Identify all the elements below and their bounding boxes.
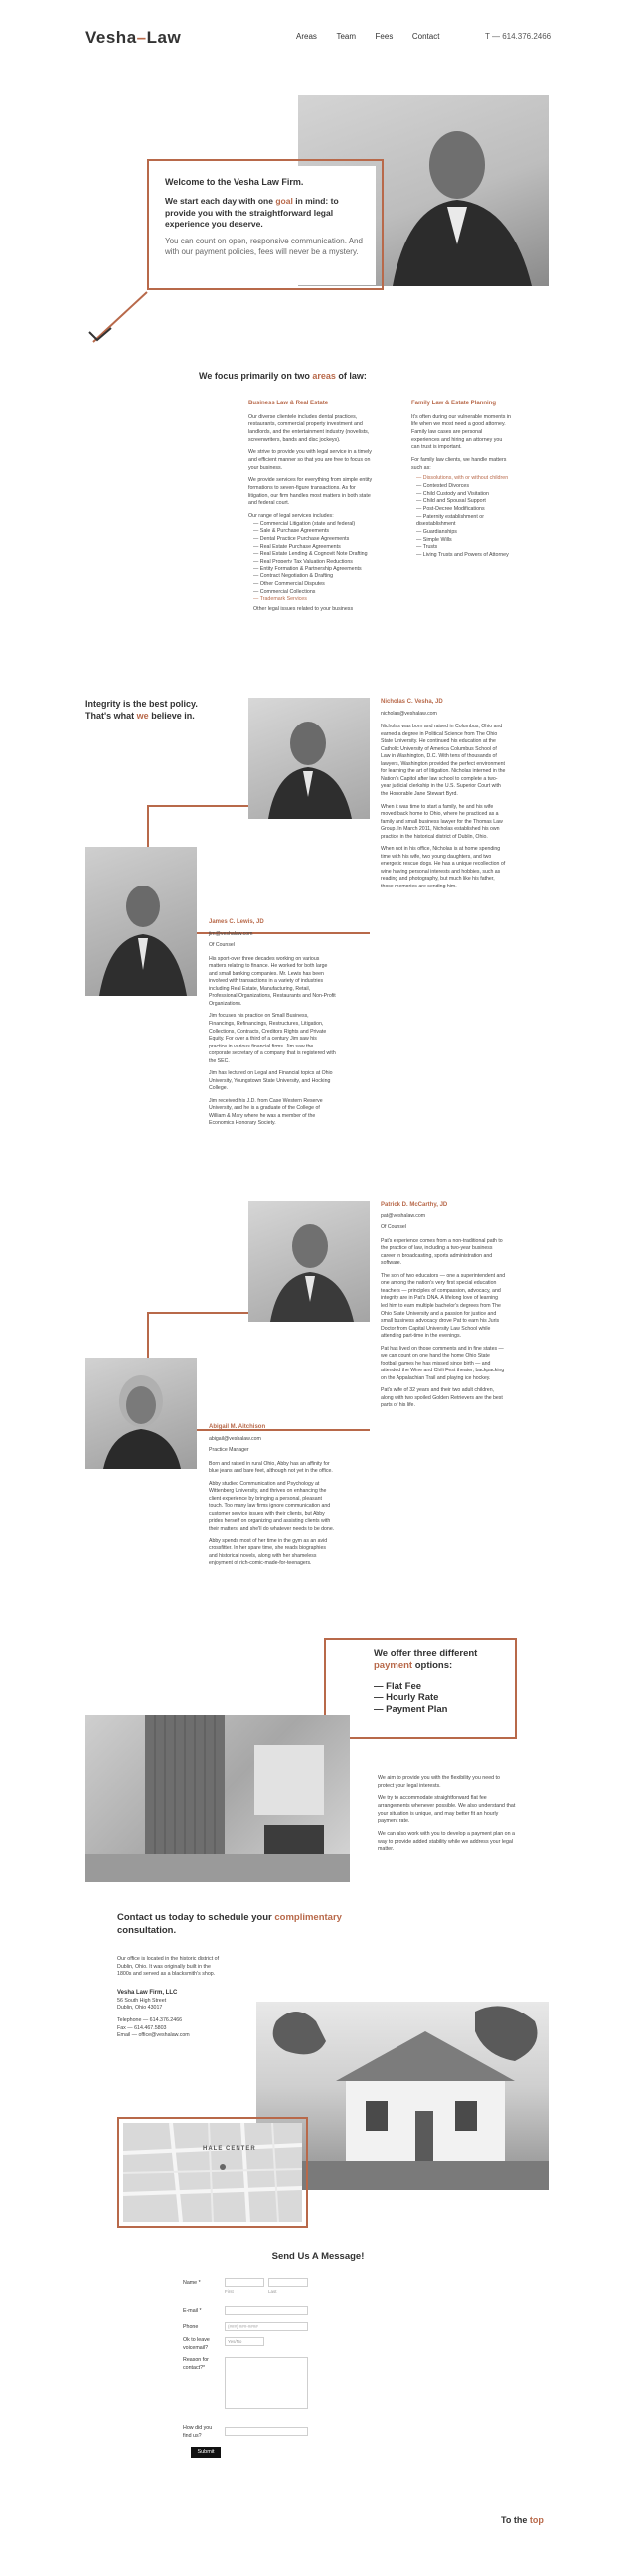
business-list-intro: Our range of legal services includes: <box>248 513 334 520</box>
portrait-icon <box>248 1201 370 1322</box>
member-role: Of Counsel <box>209 942 235 949</box>
hero-title: Welcome to the Vesha Law Firm. <box>165 177 304 187</box>
hero-mission-before: We start each day with one <box>165 196 273 207</box>
member-name: James C. Lewis, JD <box>209 919 264 925</box>
map-label: HALE CENTER <box>203 2146 256 2152</box>
list-item: — Real Estate Purchase Agreements <box>253 544 376 552</box>
list-item: — Guardianships <box>416 529 511 537</box>
member-bio-paragraph: When not in his office, Nicholas is at home spending time with his wife, two young daughters, and two energetic rescue dogs. He has a unique recollection of wine having personal interests and hobbies, such as reading and photography, but much like his father, those memories are sending him. <box>381 846 506 889</box>
fees-card <box>374 1648 509 1717</box>
list-item: — Living Trusts and Powers of Attorney <box>416 552 511 560</box>
name-label: Name * <box>183 2280 201 2286</box>
list-item: — Dental Practice Purchase Agreements <box>253 536 376 544</box>
photo-nicholas <box>248 698 370 819</box>
address-line-2: Dublin, Ohio 43017 <box>117 2005 163 2012</box>
back-to-top-link[interactable] <box>501 2514 544 2527</box>
list-item: — Simple Wills <box>416 537 511 545</box>
family-list-intro: For family law clients, we handle matters such as: <box>411 457 507 471</box>
team-heading-after: believe in. <box>151 711 195 722</box>
list-item: — Commercial Collections <box>253 589 376 597</box>
list-item: — Sale & Purchase Agreements <box>253 528 376 536</box>
bio-james <box>209 918 336 1133</box>
fees-p1: We aim to provide you with the flexibility you need to protect your legal interests. <box>378 1775 500 1789</box>
list-item: — Child Custody and Visitation <box>416 491 511 499</box>
areas-heading <box>199 370 367 383</box>
nav-team[interactable]: Team <box>336 32 356 41</box>
header-phone[interactable]: T — 614.376.2466 <box>485 32 552 41</box>
fees-text <box>378 1775 517 1858</box>
member-bio-paragraph: Nicholas was born and raised in Columbus, Ohio and earned a degree in Political Science from The Ohio State University. He continued his education at the Catholic University of America Columbus School of Law in Washington, D.C. With tens of thousands of lawyers, Washington provided the perfect environment for learning the art of litigation. Nicholas interned in the Nation's Capitol after law school to complete a two-year judicial clerkship in the U.S. Superior Court with the Honorable Jane Stewart Byrd. <box>381 724 506 797</box>
family-p1: It's often during our vulnerable moments in life when we most need a good attorney. Family law cases are personal experiences and hiring an attorney you can trust is important. <box>411 413 511 451</box>
business-p1: Our diverse clientele includes dental practices, restaurants, commercial property investment and landlords, and the entertainment industry (novelists, screenwriters, bands and disc jockeys). <box>248 413 370 443</box>
member-bio-paragraph: Pat's experience comes from a non-traditional path to the practice of law, including a two-year business career in broadcasting, sports administration and software. <box>381 1237 503 1267</box>
hero-mission-accent: goal <box>275 196 293 207</box>
list-item: — Contested Divorces <box>416 483 511 491</box>
list-item: — Contract Negotiation & Drafting <box>253 573 376 581</box>
business-p3: We provide services for everything from simple entity formations to seven-figure transactions. As for litigation, our firm handles most matters in both state and federal court. <box>248 477 373 507</box>
first-hint: First <box>225 2289 234 2294</box>
email-input[interactable] <box>225 2306 308 2315</box>
telephone[interactable]: Telephone — 614.376.2466 <box>117 2017 183 2024</box>
bio-patrick <box>381 1201 506 1415</box>
portrait-icon <box>248 698 370 819</box>
member-name: Abigail M. Aitchison <box>209 1424 266 1430</box>
hero-body: You can count on open, responsive communication. And with our payment policies, fees will never be a mystery. <box>165 237 363 257</box>
dissolutions-link[interactable]: — Dissolutions, with or without children <box>416 475 511 483</box>
family-services-list <box>416 475 511 559</box>
payment-option: — Payment Plan <box>374 1704 509 1716</box>
team-heading-line1: Integrity is the best policy. <box>85 699 198 709</box>
email-link[interactable]: Email — office@veshalaw.com <box>117 2032 190 2039</box>
fees-heading <box>374 1648 509 1673</box>
portrait-icon <box>85 847 197 996</box>
fax: Fax — 614.467.5803 <box>117 2024 167 2031</box>
payment-options-list <box>374 1681 509 1717</box>
list-item: — Real Property Tax Valuation Reductions <box>253 559 376 566</box>
phone-label: Phone <box>183 2324 199 2330</box>
first-name-input[interactable] <box>225 2278 264 2287</box>
member-bio-paragraph: Abby spends most of her time in the gym as an avid crossfitter. In her spare time, she reads biographies and historical novels, along with her shameless enjoyment of rich-comic-made-for-teenagers. <box>209 1537 328 1567</box>
fees-heading-after: options: <box>414 1660 453 1672</box>
list-item: — Child and Spousal Support <box>416 498 511 506</box>
nav-areas[interactable]: Areas <box>296 32 317 41</box>
team-heading <box>85 698 198 722</box>
team-heading-before: That's what <box>85 711 135 722</box>
portrait-icon <box>85 1358 197 1469</box>
member-role: Of Counsel <box>381 1224 406 1231</box>
hero-arrow-decoration <box>83 288 153 348</box>
firm-name: Vesha Law Firm, LLC <box>117 1990 178 1997</box>
member-bio-paragraph: The son of two educators — one a superintendent and one among the nation's very first special education teachers — principles of compassion, advocacy, and integrity are in Pat's DNA. A lifelong love of learning led him to earn multiple bachelor's degrees from The Ohio State University and a passion for justice and small business advocacy drove Pat to earn his Juris Doctor from Capital University Law School while attending part-time in the evenings. <box>381 1272 506 1340</box>
business-law-column <box>248 400 376 614</box>
photo-james <box>85 847 197 996</box>
photo-abigail <box>85 1358 197 1469</box>
member-bio-paragraph: Pat has lived on those comments and in fine states — we can count on one hand the home Ohio State football games he has missed since birth — and attended the Wine and Chili Fest theater, backpacking on the Appalachian Trail and playing ice hockey. <box>381 1345 505 1381</box>
member-name: Patrick D. McCarthy, JD <box>381 1202 448 1208</box>
map-icon <box>123 2123 302 2222</box>
reason-textarea[interactable] <box>225 2357 308 2409</box>
member-email-link[interactable]: abigail@veshalaw.com <box>209 1435 261 1442</box>
bio-abigail <box>209 1423 336 1573</box>
hero-mission <box>165 196 368 230</box>
contact-heading-after: consultation. <box>117 1924 177 1936</box>
interior-icon <box>85 1715 350 1882</box>
site-logo[interactable] <box>85 26 181 51</box>
member-bio-paragraph: Jim has lectured on Legal and Financial topics at Ohio University, Youngstown State University, and Hocking College. <box>209 1070 333 1092</box>
list-item: — Commercial Litigation (state and federal) <box>253 521 376 529</box>
last-name-input[interactable] <box>268 2278 308 2287</box>
trademark-services-link[interactable]: — Trademark Services <box>253 596 376 604</box>
business-services-list <box>253 521 376 604</box>
top-text: top <box>529 2515 544 2525</box>
contact-heading-accent: complimentary <box>274 1912 342 1923</box>
email-label: E-mail * <box>183 2308 202 2314</box>
member-role: Practice Manager <box>209 1447 249 1454</box>
last-hint: Last <box>268 2289 277 2294</box>
member-bio-paragraph: Pat's wife of 32 years and their two adult children, along with two spoiled Golden Retrievers are the best parts of his life. <box>381 1387 503 1409</box>
nav-contact[interactable]: Contact <box>411 32 440 41</box>
member-bio-paragraph: Jim focuses his practice on Small Business, Financings, Refinancings, Restructures, Litigation, Collections, Contracts, Creditors Rights and Private Equity. For over a third of a century Jim saw his practice in various financial firms. Jim saw the corporate secretary of a company that is registered with the SEC. <box>209 1013 336 1064</box>
hero-mission-after: in mind: to provide you with the straightforward legal experience you deserve. <box>165 196 339 229</box>
logo-law: Law <box>146 28 182 47</box>
list-item: — Other Commercial Disputes <box>253 581 376 589</box>
fees-p2: We try to accommodate straightforward flat fee arrangements whenever possible. We also understand that your situation is unique, and may better fit an hourly payment rate. <box>378 1795 516 1825</box>
list-item: — Entity Formation & Partnership Agreements <box>253 566 376 574</box>
found-label: How did you find us? <box>183 2425 213 2439</box>
logo-vesha: Vesha <box>85 28 137 47</box>
member-bio-paragraph: Born and raised in rural Ohio, Abby has an affinity for blue jeans and bare feet, although not yet in the office. <box>209 1460 333 1475</box>
fees-heading-before: We offer three different <box>374 1648 478 1659</box>
member-bio-paragraph: Abby studied Communication and Psychology at Wittenberg University, and thrives on enhancing the client experience by bringing a personal, pleasant touch. Too many law firms ignore communication and customer service issues with their clients, but Abby prides herself on organizing and assisting clients with their matters, and she'll do whatever needs to be done. <box>209 1480 335 1531</box>
contact-info <box>117 1956 221 2040</box>
list-item: — Post-Decree Modifications <box>416 506 511 514</box>
areas-heading-before: We focus primarily on two <box>199 371 310 381</box>
voicemail-label: Ok to leave voicemail? <box>183 2337 210 2351</box>
location-map[interactable] <box>123 2123 302 2222</box>
business-p2: We strive to provide you with legal service in a timely and efficient manner so that you are free to focus on your business. <box>248 449 372 471</box>
address-line-1: 56 South High Street <box>117 1997 167 2004</box>
member-email-link[interactable]: pat@veshalaw.com <box>381 1212 426 1219</box>
office-interior-photo <box>85 1715 350 1882</box>
member-name: Nicholas C. Vesha, JD <box>381 699 443 705</box>
bio-nicholas <box>381 698 506 895</box>
payment-option: — Flat Fee <box>374 1681 509 1692</box>
found-input[interactable] <box>225 2427 308 2436</box>
family-law-column <box>411 400 511 560</box>
business-footer: Other legal issues related to your business <box>253 606 354 613</box>
member-email-link[interactable]: jim@veshalaw.com <box>209 930 253 937</box>
fees-heading-accent: payment <box>374 1660 413 1672</box>
nav-fees[interactable]: Fees <box>375 32 394 41</box>
contact-intro: Our office is located in the historic district of Dublin, Ohio. It was originally built in the 1800s and served as a blacksmith's shop. <box>117 1956 220 1978</box>
areas-heading-after: of law: <box>338 371 367 381</box>
member-bio-paragraph: Jim received his J.D. from Case Western Reserve University, and he is a graduate of the College of William & Mary where he was a member of the Economics Honorary Society. <box>209 1097 323 1127</box>
family-law-title: Family Law & Estate Planning <box>411 401 497 406</box>
list-item: — Paternity establishment or disestablishment <box>416 514 511 529</box>
team-heading-line2 <box>85 710 198 722</box>
reason-label: Reason for contact?* <box>183 2357 209 2371</box>
member-bio-paragraph: When it was time to start a family, he and his wife moved back home to Ohio, where he practiced as a family and small business lawyer for the Thomas Law Group. In March 2011, Nicholas established his own practice in the historical district of Dublin, Ohio. <box>381 803 503 840</box>
photo-patrick <box>248 1201 370 1322</box>
contact-heading-before: Contact us today to schedule your <box>117 1912 272 1923</box>
phone-input[interactable]: (###) ###-#### <box>225 2322 308 2331</box>
list-item: — Real Estate Lending & Cognovit Note Drafting <box>253 551 376 559</box>
team-heading-accent: we <box>136 711 149 722</box>
submit-button[interactable]: Submit <box>191 2447 221 2458</box>
payment-option: — Hourly Rate <box>374 1692 509 1704</box>
fees-p3: We can also work with you to develop a payment plan on a way to provide added stability while we address your legal matter. <box>378 1831 515 1852</box>
to-the-text: To the <box>501 2515 528 2525</box>
member-email-link[interactable]: nicholas@veshalaw.com <box>381 710 437 717</box>
areas-heading-accent: areas <box>312 371 336 381</box>
member-bio-paragraph: His sport-over three decades working on various matters relating to finance. He worked for both large and small banking companies. Mr. Lewis has been involved with transactions in a variety of industries including Real Estate, Manufacturing, Retail, Professional Organizations, Restaurants and Non-Profit Organizations. <box>209 955 336 1007</box>
contact-heading <box>117 1912 356 1938</box>
hero-card <box>155 166 376 285</box>
logo-dash: – <box>136 28 147 47</box>
business-law-title: Business Law & Real Estate <box>248 401 329 406</box>
main-nav <box>278 31 439 43</box>
form-title: Send Us A Message! <box>271 2251 365 2262</box>
voicemail-select[interactable]: Yes/No <box>225 2337 264 2346</box>
list-item: — Trusts <box>416 544 511 552</box>
